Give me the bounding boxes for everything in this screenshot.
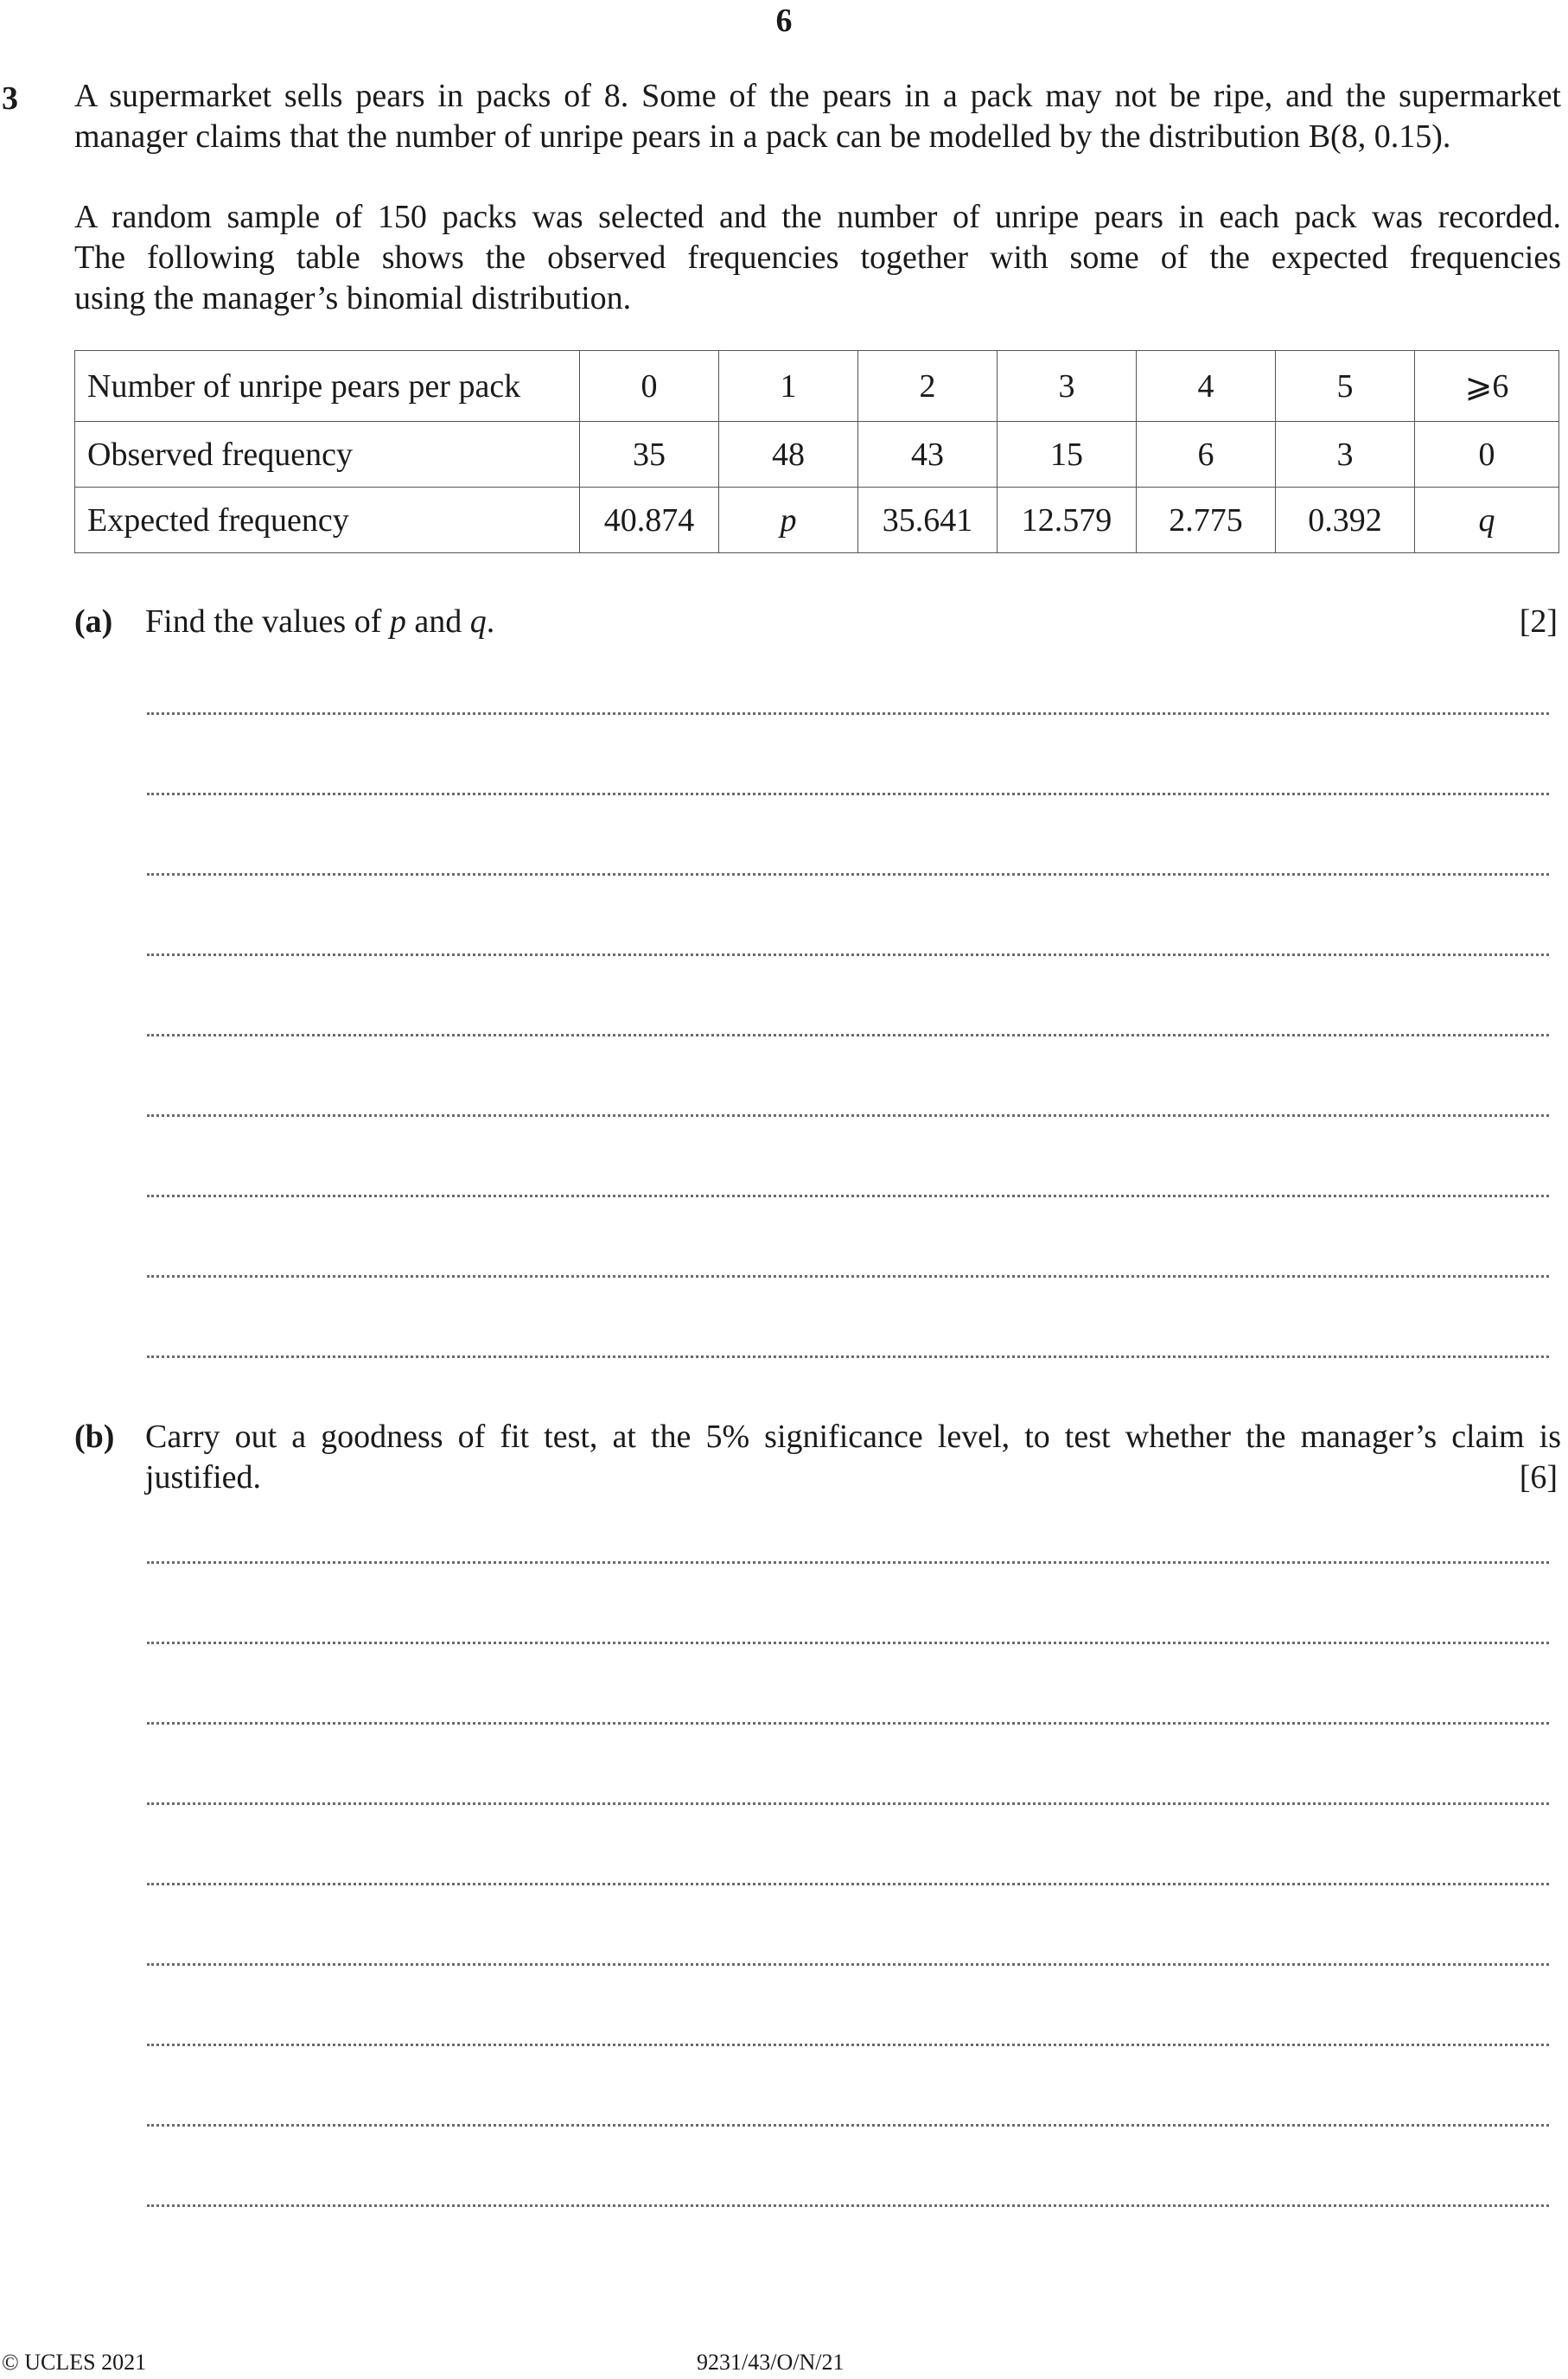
question-number: 3 (2, 80, 18, 117)
part-a-text-pre: Find the values of (145, 603, 390, 640)
table-cell: 4 (1137, 351, 1276, 422)
table-cell: Number of unripe pears per pack (75, 351, 580, 422)
answer-line[interactable] (147, 1195, 1549, 1197)
answer-line[interactable] (147, 1034, 1549, 1036)
answer-line[interactable] (147, 793, 1549, 795)
answer-line[interactable] (147, 1275, 1549, 1278)
intro-line-1: A supermarket sells pears in packs of 8. Some of the pears in a pack may not be ripe, and the supermarket (74, 78, 1561, 114)
sample-line-2: The following table shows the observed frequencies together with some of the expected frequencies (74, 239, 1561, 276)
table-cell: 15 (998, 422, 1137, 488)
footer-paper-code: 9231/43/O/N/21 (697, 2350, 845, 2375)
answer-line[interactable] (147, 1722, 1549, 1725)
answer-line[interactable] (147, 712, 1549, 715)
answer-line[interactable] (147, 2044, 1549, 2046)
answer-line[interactable] (147, 2124, 1549, 2127)
part-b-label: (b) (74, 1419, 115, 1455)
intro-line-2: manager claims that the number of unripe pears in a pack can be modelled by the distribution B(8, 0.15). (74, 118, 1451, 155)
table-cell: Observed frequency (75, 422, 580, 488)
table-row-observed (75, 422, 1559, 488)
sample-line-1: A random sample of 150 packs was selected and the number of unripe pears in each pack was recorded. (74, 199, 1561, 235)
table-cell: Expected frequency (75, 488, 580, 553)
table-cell: ⩾6 (1415, 351, 1559, 422)
table-cell: 0 (580, 351, 719, 422)
table-cell: 0 (1415, 422, 1559, 488)
answer-line[interactable] (147, 1802, 1549, 1805)
table-cell: 1 (719, 351, 858, 422)
table-cell: 43 (858, 422, 998, 488)
part-b-line-2: justified. (145, 1459, 262, 1496)
sample-line-3: using the manager’s binomial distribution. (74, 280, 632, 316)
answer-line[interactable] (147, 873, 1549, 876)
part-b-line-1: Carry out a goodness of fit test, at the 5% significance level, to test whether the manager’s claim is (145, 1419, 1561, 1455)
table-cell: 48 (719, 422, 858, 488)
answer-line[interactable] (147, 1355, 1549, 1358)
table-cell: 35 (580, 422, 719, 488)
page-number: 6 (775, 3, 793, 39)
footer-copyright: © UCLES 2021 (2, 2350, 147, 2375)
table-cell: 40.874 (580, 488, 719, 553)
question-intro (74, 76, 1561, 157)
table-cell: 6 (1137, 422, 1276, 488)
part-a-var-p: p (389, 603, 406, 640)
answer-line[interactable] (147, 1561, 1549, 1564)
table-cell: 35.641 (858, 488, 998, 553)
frequency-table (74, 350, 1559, 553)
part-a-question (145, 602, 1561, 642)
part-a-text-post: . (486, 603, 495, 640)
table-cell: 5 (1276, 351, 1415, 422)
table-cell: 3 (998, 351, 1137, 422)
part-a-label: (a) (74, 603, 113, 640)
table-cell: 2 (858, 351, 998, 422)
table-cell: 3 (1276, 422, 1415, 488)
answer-line[interactable] (147, 1963, 1549, 1966)
answer-line[interactable] (147, 1114, 1549, 1117)
part-b-marks: [6] (1519, 1459, 1558, 1496)
table-cell: 2.775 (1137, 488, 1276, 553)
answer-line[interactable] (147, 1642, 1549, 1644)
answer-line[interactable] (147, 954, 1549, 956)
table-cell-p: p (719, 488, 858, 553)
part-a-marks: [2] (1519, 603, 1558, 640)
question-sample-description (74, 197, 1561, 319)
table-cell: 0.392 (1276, 488, 1415, 553)
part-a-text-mid: and (405, 603, 470, 640)
part-a-var-q: q (469, 603, 487, 640)
answer-line[interactable] (147, 2204, 1549, 2207)
table-cell-q: q (1415, 488, 1559, 553)
part-b-question (145, 1417, 1561, 1498)
table-row-header (75, 351, 1559, 422)
answer-line[interactable] (147, 1883, 1549, 1885)
table-row-expected (75, 488, 1559, 553)
table-cell: 12.579 (998, 488, 1137, 553)
